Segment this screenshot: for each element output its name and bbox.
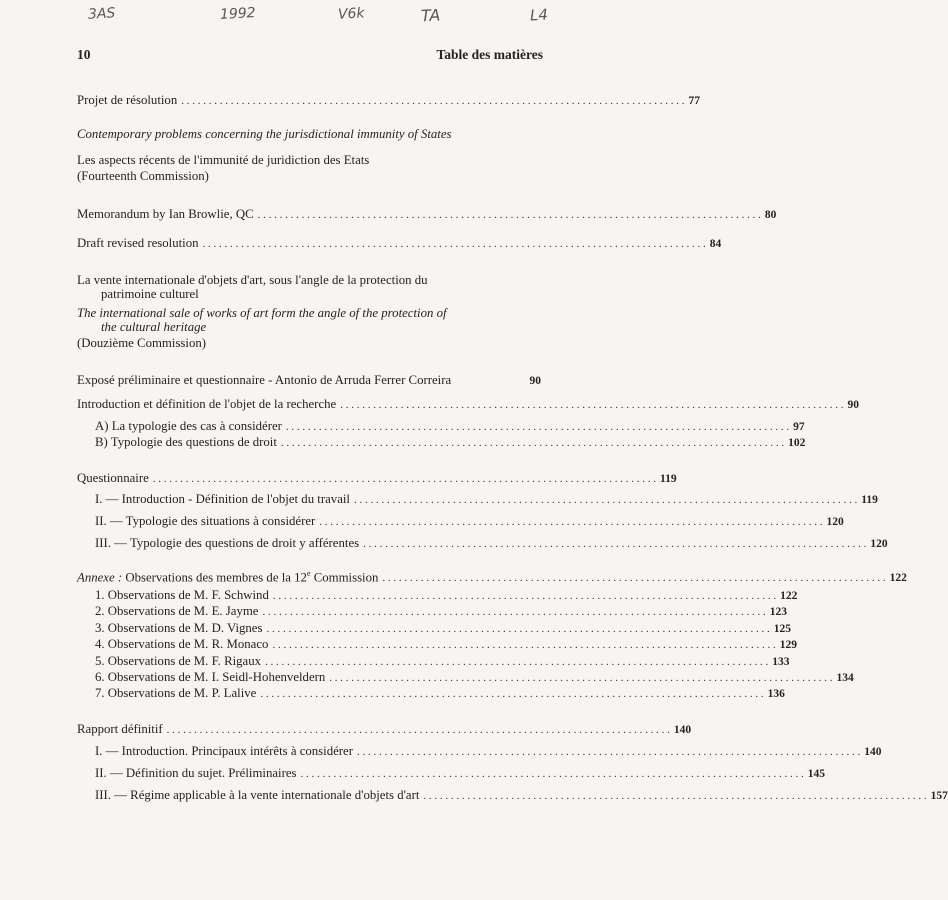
toc-entry-observation-5[interactable] bbox=[77, 653, 790, 670]
dot-leader bbox=[181, 93, 684, 109]
toc-entry-title: 3. Observations de M. D. Vignes bbox=[95, 621, 263, 635]
toc-entry-intro-b[interactable] bbox=[77, 434, 806, 451]
handwritten-mark-3: V6k bbox=[337, 5, 365, 23]
toc-page-number: 90 bbox=[847, 399, 859, 411]
toc-entry-title: III. — Régime applicable à la vente internationale d'objets d'art bbox=[95, 788, 420, 802]
toc-entry-questionnaire-2[interactable] bbox=[77, 513, 844, 530]
toc-page-number: 120 bbox=[870, 538, 888, 550]
handwritten-mark-1: 3AS bbox=[87, 5, 116, 23]
toc-entry-intro-a[interactable] bbox=[77, 418, 805, 435]
dot-leader bbox=[354, 492, 857, 508]
toc-entry-annexe[interactable] bbox=[77, 566, 907, 586]
dot-leader bbox=[281, 435, 784, 451]
toc-entry-rapport[interactable] bbox=[77, 721, 692, 738]
toc-entry-introduction[interactable] bbox=[77, 396, 859, 413]
section-heading-english: Contemporary problems concerning the jurisdictional immunity of States bbox=[77, 127, 452, 141]
toc-page-number: 97 bbox=[793, 421, 805, 433]
toc-entry-title: 7. Observations de M. P. Lalive bbox=[95, 686, 257, 700]
toc-entry-title: I. — Introduction. Principaux intérêts à considérer bbox=[95, 744, 353, 758]
toc-entry-title: Draft revised resolution bbox=[77, 236, 199, 250]
dot-leader bbox=[423, 788, 926, 804]
dot-leader bbox=[357, 744, 860, 760]
dot-leader bbox=[153, 471, 656, 487]
toc-page-number: 77 bbox=[688, 95, 700, 107]
toc-entry-draft[interactable] bbox=[77, 235, 722, 252]
toc-page-number: 119 bbox=[861, 494, 878, 506]
dot-leader bbox=[265, 654, 768, 670]
toc-entry-title: 1. Observations de M. F. Schwind bbox=[95, 588, 269, 602]
dot-leader bbox=[319, 514, 822, 530]
toc-entry-title: III. — Typologie des questions de droit y afférentes bbox=[95, 536, 360, 550]
handwritten-mark-2: 1992 bbox=[219, 5, 257, 23]
dot-leader bbox=[363, 536, 866, 552]
toc-entry-title: 4. Observations de M. R. Monaco bbox=[95, 637, 269, 651]
toc-page-number: 123 bbox=[769, 606, 787, 618]
dot-leader bbox=[260, 686, 763, 702]
toc-page-number: 122 bbox=[780, 590, 798, 602]
toc-entry-title: I. — Introduction - Définition de l'objet du travail bbox=[95, 492, 350, 506]
section-heading-french: Les aspects récents de l'immunité de juridiction des Etats bbox=[77, 153, 370, 167]
section-heading-french-cont: patrimoine culturel bbox=[101, 287, 199, 301]
commission-label: (Douzième Commission) bbox=[77, 336, 207, 350]
toc-entry-title: A) La typologie des cas à considérer bbox=[95, 419, 282, 433]
toc-entry-observation-2[interactable] bbox=[77, 603, 787, 620]
toc-entry-questionnaire[interactable] bbox=[77, 470, 677, 487]
toc-entry-title: 6. Observations de M. I. Seidl-Hohenveldern bbox=[95, 670, 326, 684]
dot-leader bbox=[203, 236, 706, 252]
toc-entry-observation-4[interactable] bbox=[77, 636, 797, 653]
dot-leader bbox=[382, 570, 885, 586]
toc-entry-title: 5. Observations de M. F. Rigaux bbox=[95, 654, 262, 668]
toc-entry-title: II. — Définition du sujet. Préliminaires bbox=[95, 766, 297, 780]
dot-leader bbox=[263, 604, 766, 620]
toc-page-number: 140 bbox=[673, 724, 692, 736]
dot-leader bbox=[167, 722, 670, 738]
toc-entry-title: Exposé préliminaire et questionnaire - Antonio de Arruda Ferrer Correira bbox=[77, 373, 452, 387]
toc-entry-title: Projet de résolution bbox=[77, 93, 178, 107]
page-number: 10 bbox=[77, 47, 91, 62]
annexe-label: Annexe : bbox=[77, 570, 123, 585]
toc-page-number: 157 bbox=[930, 790, 948, 802]
section-heading-french: La vente internationale d'objets d'art, sous l'angle de la protection du bbox=[77, 273, 428, 287]
dot-leader bbox=[301, 766, 804, 782]
toc-page-number: 133 bbox=[772, 656, 790, 668]
toc-entry-questionnaire-3[interactable] bbox=[77, 535, 888, 552]
handwritten-mark-4: TA bbox=[420, 5, 441, 26]
handwritten-mark-5: L4 bbox=[529, 5, 549, 25]
toc-page-number: 102 bbox=[788, 437, 806, 449]
toc-page-number: 90 bbox=[529, 375, 541, 387]
toc-entry-questionnaire-1[interactable] bbox=[77, 491, 878, 508]
dot-leader bbox=[272, 637, 775, 653]
toc-entry-title: Rapport définitif bbox=[77, 722, 163, 736]
toc-entry-title: 2. Observations de M. E. Jayme bbox=[95, 604, 259, 618]
toc-entry-title: II. — Typologie des situations à considérer bbox=[95, 514, 316, 528]
toc-entry-title: Introduction et définition de l'objet de la recherche bbox=[77, 397, 337, 411]
toc-page-number: 134 bbox=[836, 672, 854, 684]
toc-entry-memorandum[interactable] bbox=[77, 206, 777, 223]
toc-page-number: 119 bbox=[660, 473, 677, 485]
dot-leader bbox=[286, 419, 789, 435]
commission-label: (Fourteenth Commission) bbox=[77, 169, 209, 183]
toc-page-number: 80 bbox=[764, 209, 777, 221]
toc-page-number: 140 bbox=[864, 746, 882, 758]
toc-page-number: 145 bbox=[807, 768, 826, 780]
ordinal-suffix: e bbox=[306, 569, 311, 578]
toc-page-number: 122 bbox=[889, 572, 907, 585]
dot-leader bbox=[329, 670, 832, 686]
toc-entry-observation-3[interactable] bbox=[77, 620, 791, 637]
dot-leader bbox=[266, 621, 769, 637]
section-heading-english-cont: the cultural heritage bbox=[101, 320, 207, 334]
toc-entry-title: B) Typologie des questions de droit bbox=[95, 435, 277, 449]
toc-page-number: 120 bbox=[826, 516, 844, 528]
section-heading-english: The international sale of works of art form the angle of the protection of bbox=[77, 306, 447, 320]
toc-page-number: 136 bbox=[767, 688, 785, 700]
dot-leader bbox=[340, 397, 843, 413]
toc-entry-rapport-1[interactable] bbox=[77, 743, 882, 760]
dot-leader bbox=[273, 588, 776, 604]
toc-entry-observation-7[interactable] bbox=[77, 685, 785, 702]
toc-entry-rapport-3[interactable] bbox=[77, 787, 948, 804]
toc-page-number: 125 bbox=[773, 623, 791, 635]
toc-entry-expose[interactable] bbox=[77, 372, 541, 389]
toc-page-number: 84 bbox=[709, 238, 722, 250]
toc-entry-observation-6[interactable] bbox=[77, 669, 854, 686]
dot-leader bbox=[258, 207, 761, 223]
toc-entry-projet[interactable] bbox=[77, 92, 700, 109]
toc-page-number: 129 bbox=[779, 639, 797, 651]
section-title: Table des matières bbox=[436, 47, 543, 62]
toc-entry-title: Questionnaire bbox=[77, 471, 149, 485]
toc-entry-rapport-2[interactable] bbox=[77, 765, 826, 782]
toc-entry-title bbox=[77, 566, 378, 585]
annexe-title: Observations des membres de la 12 bbox=[122, 570, 307, 585]
annexe-title-end: Commission bbox=[310, 570, 379, 585]
toc-entry-title: Memorandum by Ian Browlie, QC bbox=[77, 207, 254, 221]
toc-entry-observation-1[interactable] bbox=[77, 587, 798, 604]
